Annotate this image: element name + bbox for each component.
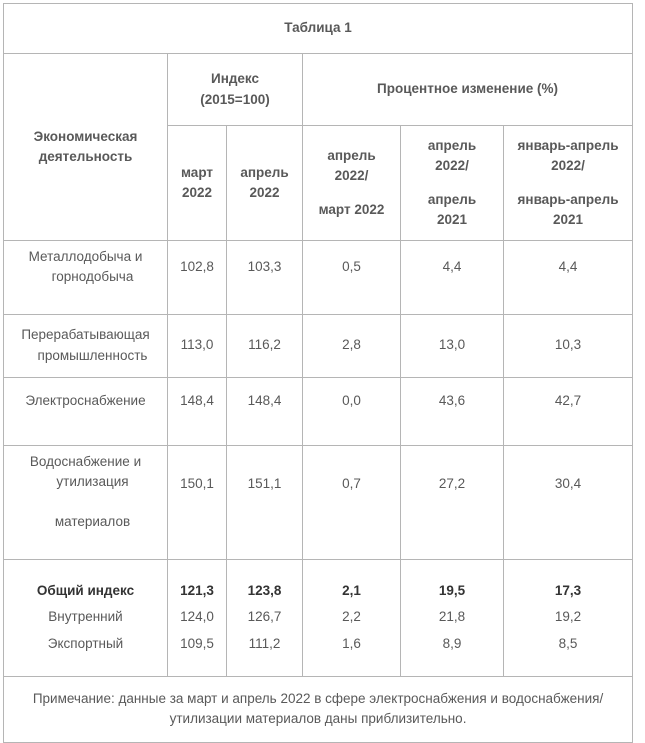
row-label-line1: Металлодобыча и bbox=[28, 249, 143, 264]
summary-export-apr-mar: 1,6 bbox=[342, 635, 361, 651]
header-janapr-den2: 2021 bbox=[553, 211, 584, 227]
header-apr-apr-den1: апрель bbox=[427, 191, 477, 207]
row-label-line3: материалов bbox=[54, 514, 131, 530]
summary-domestic-janapr: 19,2 bbox=[554, 609, 582, 625]
table-row bbox=[4, 377, 633, 445]
statistical-table-container bbox=[3, 3, 632, 726]
cell-april-2022: 151,1 bbox=[227, 445, 303, 559]
cell-april-vs-march: 2,8 bbox=[303, 314, 401, 377]
row-label-line1: Электроснабжение bbox=[25, 392, 146, 408]
summary-label-domestic: Внутренний bbox=[48, 609, 123, 625]
header-col-april-2022 bbox=[227, 126, 303, 241]
table-row bbox=[4, 445, 633, 559]
table-title-row bbox=[4, 4, 633, 54]
header-activity-line2: деятельность bbox=[38, 149, 133, 164]
row-label-manufacturing bbox=[4, 314, 168, 377]
header-spacer bbox=[311, 187, 392, 200]
cell-april-2022: 116,2 bbox=[227, 314, 303, 377]
table-row bbox=[4, 314, 633, 377]
header-apr-apr-num2: 2022/ bbox=[435, 158, 469, 174]
cell-april-vs-april: 13,0 bbox=[401, 314, 504, 377]
row-label-metal-mining bbox=[4, 241, 168, 315]
summary-april-2022 bbox=[227, 559, 303, 676]
header-economic-activity bbox=[4, 54, 168, 241]
row-label-electricity-supply bbox=[4, 377, 168, 445]
header-spacer bbox=[512, 177, 624, 190]
cell-april-vs-april: 27,2 bbox=[401, 445, 504, 559]
header-index-base: (2015=100) bbox=[200, 91, 270, 107]
row-label-line2: горнодобыча bbox=[51, 269, 134, 285]
cell-april-vs-april: 43,6 bbox=[401, 377, 504, 445]
row-label-line2: утилизация bbox=[56, 473, 129, 489]
summary-export-march: 109,5 bbox=[180, 635, 214, 651]
header-apr-mar-num2: 2022/ bbox=[334, 168, 369, 184]
header-apr-apr-den2: 2021 bbox=[436, 211, 468, 227]
header-col-janapr-vs-janapr bbox=[504, 126, 633, 241]
table-note-row bbox=[4, 676, 633, 742]
cell-janapr-vs-janapr: 10,3 bbox=[504, 314, 633, 377]
summary-export-april: 111,2 bbox=[248, 635, 281, 651]
header-janapr-den1: январь-апрель bbox=[517, 191, 619, 207]
summary-domestic-april: 126,7 bbox=[247, 609, 282, 625]
cell-april-2022: 148,4 bbox=[227, 377, 303, 445]
summary-labels bbox=[4, 559, 168, 676]
cell-april-vs-april: 4,4 bbox=[401, 241, 504, 315]
summary-total-apr-mar: 2,1 bbox=[342, 583, 361, 599]
summary-block-row bbox=[4, 559, 633, 676]
row-label-line1: Водоснабжение и bbox=[29, 453, 142, 469]
table-title: Таблица 1 bbox=[4, 4, 633, 54]
header-april-line1: апрель bbox=[240, 164, 289, 180]
header-apr-mar-num1: апрель bbox=[327, 148, 376, 164]
header-april-line2: 2022 bbox=[249, 185, 280, 200]
header-janapr-num1: январь-апрель bbox=[517, 138, 619, 153]
industrial-production-index-table bbox=[3, 3, 633, 743]
summary-total-march: 121,3 bbox=[180, 583, 214, 599]
header-col-april-vs-april bbox=[401, 126, 504, 241]
header-row-groups bbox=[4, 54, 633, 126]
header-index-group bbox=[168, 54, 303, 126]
cell-april-vs-march: 0,7 bbox=[303, 445, 401, 559]
header-activity-line1: Экономическая bbox=[33, 128, 138, 144]
cell-janapr-vs-janapr: 42,7 bbox=[504, 377, 633, 445]
cell-march-2022: 148,4 bbox=[168, 377, 227, 445]
summary-april-vs-march bbox=[303, 559, 401, 676]
cell-march-2022: 150,1 bbox=[168, 445, 227, 559]
header-col-april-vs-march bbox=[303, 126, 401, 241]
cell-march-2022: 113,0 bbox=[168, 314, 227, 377]
summary-march-2022 bbox=[168, 559, 227, 676]
summary-label-total-index: Общий индекс bbox=[36, 583, 135, 599]
summary-export-janapr: 8,5 bbox=[558, 635, 578, 651]
summary-total-janapr: 17,3 bbox=[554, 583, 582, 599]
cell-april-2022: 103,3 bbox=[227, 241, 303, 315]
cell-april-vs-march: 0,0 bbox=[303, 377, 401, 445]
header-march-line2: 2022 bbox=[181, 185, 213, 200]
row-label-line2: промышленность bbox=[37, 347, 148, 363]
row-label-line1: Перерабатывающая bbox=[21, 327, 150, 343]
summary-janapr-vs-janapr bbox=[504, 559, 633, 676]
header-index-label: Индекс bbox=[210, 71, 260, 87]
header-spacer bbox=[409, 177, 495, 190]
header-apr-apr-num1: апрель bbox=[427, 138, 477, 153]
note-line1: Примечание: данные за март и апрель 2022 в сфере электроснабжения и bbox=[32, 690, 498, 706]
table-note bbox=[4, 676, 633, 742]
summary-total-apr-apr: 19,5 bbox=[438, 583, 466, 599]
cell-janapr-vs-janapr: 30,4 bbox=[504, 445, 633, 559]
cell-april-vs-march: 0,5 bbox=[303, 241, 401, 315]
row-label-water-supply-waste bbox=[4, 445, 168, 559]
header-march-line1: март bbox=[181, 164, 213, 180]
summary-total-april: 123,8 bbox=[247, 583, 282, 599]
header-janapr-num2: 2022/ bbox=[551, 158, 585, 174]
header-percent-change-group: Процентное изменение (%) bbox=[303, 54, 633, 126]
header-apr-mar-den: март 2022 bbox=[318, 201, 385, 217]
summary-label-export: Экспортный bbox=[47, 635, 124, 651]
summary-domestic-apr-mar: 2,2 bbox=[342, 609, 361, 625]
cell-march-2022: 102,8 bbox=[168, 241, 227, 315]
note-line2: водоснабжения/утилизации материалов даны приблизительно. bbox=[169, 690, 604, 726]
summary-export-apr-apr: 8,9 bbox=[442, 635, 462, 651]
summary-april-vs-april bbox=[401, 559, 504, 676]
summary-domestic-apr-apr: 21,8 bbox=[438, 609, 466, 625]
table-row bbox=[4, 241, 633, 315]
summary-domestic-march: 124,0 bbox=[180, 609, 214, 625]
cell-janapr-vs-janapr: 4,4 bbox=[504, 241, 633, 315]
header-col-march-2022 bbox=[168, 126, 227, 241]
